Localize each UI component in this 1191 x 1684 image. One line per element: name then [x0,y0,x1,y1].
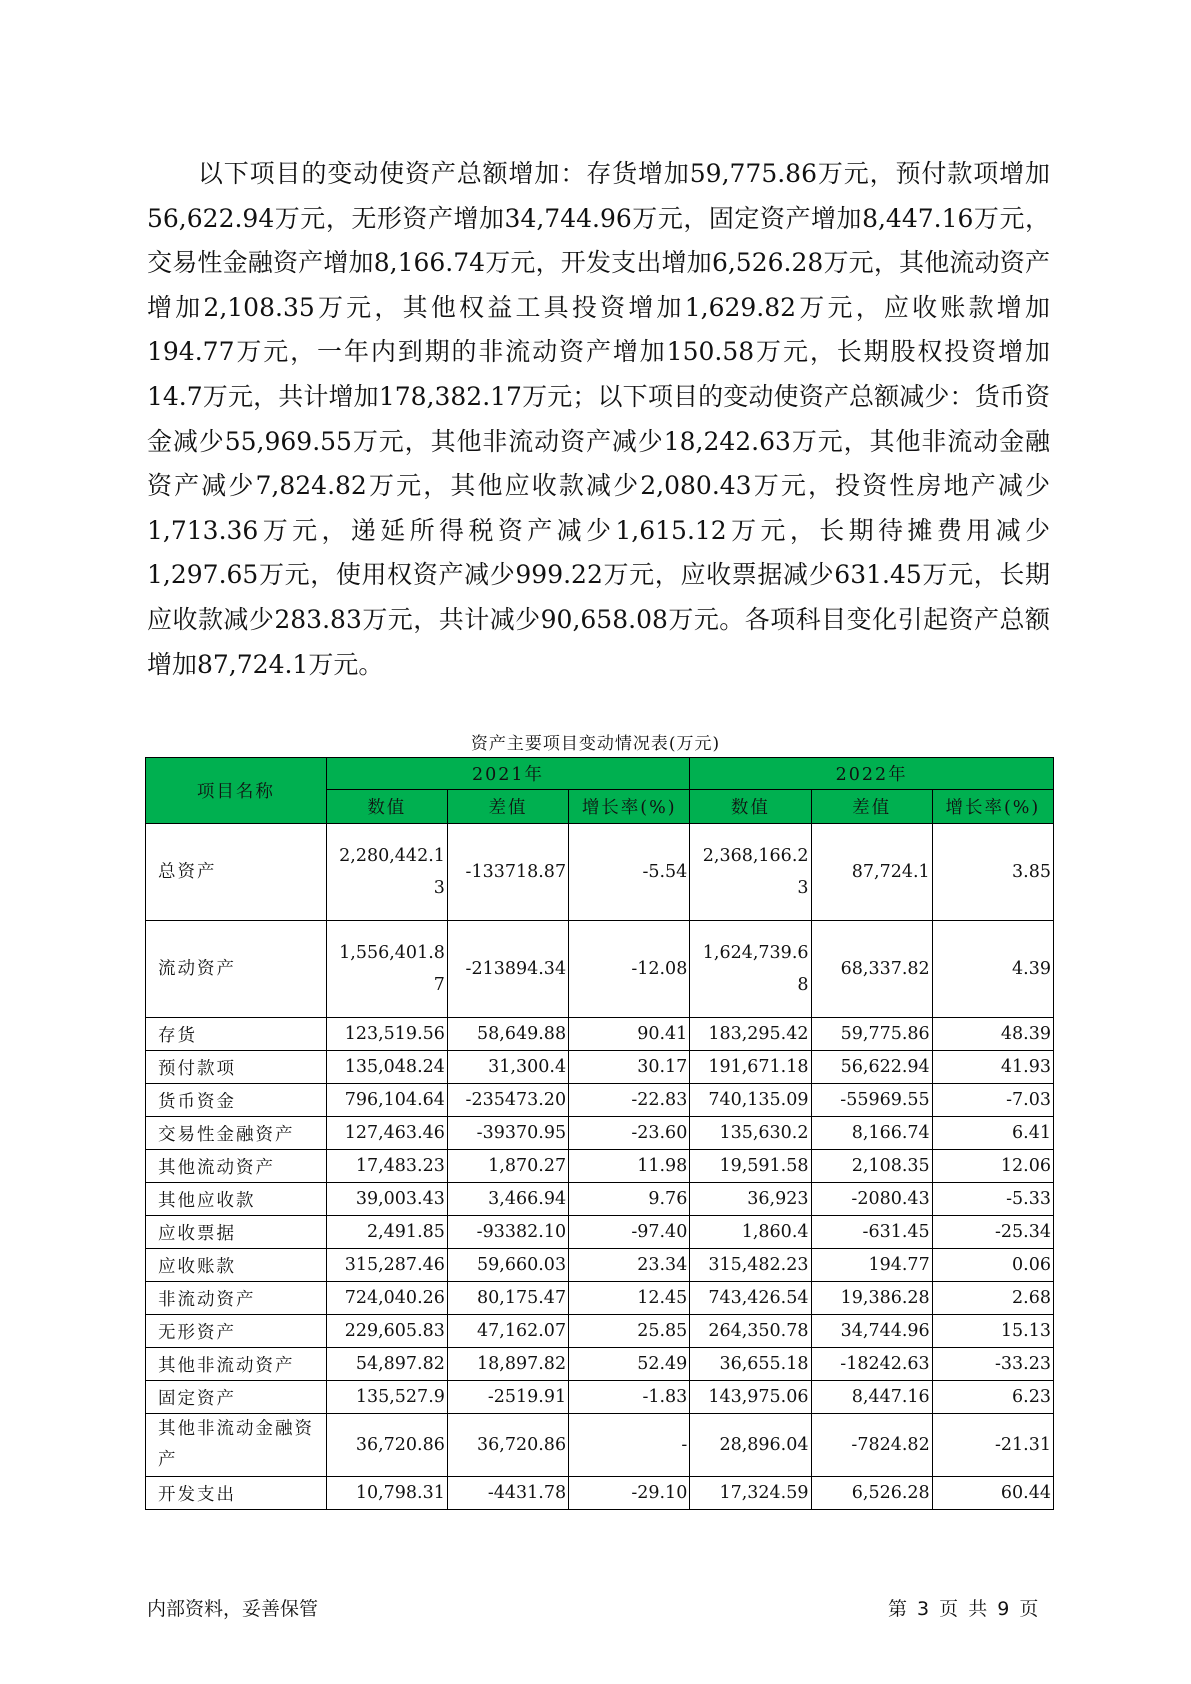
cell-g2022: -33.23 [932,1348,1053,1381]
cell-d2022: 56,622.94 [811,1051,932,1084]
cell-v2021: 10,798.31 [326,1477,447,1510]
cell-d2021: -213894.34 [447,921,568,1018]
row-item-name: 固定资产 [146,1381,327,1414]
table-row [146,1249,1054,1282]
cell-g2021: 9.76 [569,1183,690,1216]
table-row [146,1018,1054,1051]
cell-v2022: 28,896.04 [690,1414,811,1477]
cell-g2022: -5.33 [932,1183,1053,1216]
row-item-name: 应收票据 [146,1216,327,1249]
cell-g2022: 41.93 [932,1051,1053,1084]
cell-v2022: 36,923 [690,1183,811,1216]
cell-g2021: 90.41 [569,1018,690,1051]
cell-v2021: 315,287.46 [326,1249,447,1282]
cell-d2021: 47,162.07 [447,1315,568,1348]
cell-v2022: 1,860.4 [690,1216,811,1249]
row-item-name: 流动资产 [146,921,327,1018]
cell-g2022: 15.13 [932,1315,1053,1348]
cell-d2021: 18,897.82 [447,1348,568,1381]
cell-v2022: 315,482.23 [690,1249,811,1282]
cell-v2021: 39,003.43 [326,1183,447,1216]
cell-g2022: 48.39 [932,1018,1053,1051]
body-paragraph [147,152,1050,687]
cell-d2022: 87,724.1 [811,824,932,921]
cell-d2022: 59,775.86 [811,1018,932,1051]
row-item-name: 货币资金 [146,1084,327,1117]
table-row [146,1084,1054,1117]
cell-d2022: 19,386.28 [811,1282,932,1315]
cell-g2021: -12.08 [569,921,690,1018]
cell-d2021: -4431.78 [447,1477,568,1510]
table-row [146,1414,1054,1477]
cell-g2022: 3.85 [932,824,1053,921]
year-2022-header: 2022年 [690,758,1054,790]
row-item-name: 其他非流动资产 [146,1348,327,1381]
table-row [146,1051,1054,1084]
cell-v2022: 743,426.54 [690,1282,811,1315]
cell-v2021: 54,897.82 [326,1348,447,1381]
cell-g2022: 6.23 [932,1381,1053,1414]
table-row [146,1150,1054,1183]
cell-g2022: 4.39 [932,921,1053,1018]
cell-v2021: 2,280,442.13 [326,824,447,921]
cell-v2021: 229,605.83 [326,1315,447,1348]
cell-d2022: 34,744.96 [811,1315,932,1348]
cell-g2022: 12.06 [932,1150,1053,1183]
cell-v2022: 740,135.09 [690,1084,811,1117]
cell-d2022: 2,108.35 [811,1150,932,1183]
cell-v2021: 135,527.9 [326,1381,447,1414]
cell-g2022: -21.31 [932,1414,1053,1477]
cell-g2021: -5.54 [569,824,690,921]
cell-v2022: 17,324.59 [690,1477,811,1510]
cell-g2021: 11.98 [569,1150,690,1183]
cell-v2021: 1,556,401.87 [326,921,447,1018]
cell-d2022: -18242.63 [811,1348,932,1381]
cell-g2022: -25.34 [932,1216,1053,1249]
cell-d2021: 59,660.03 [447,1249,568,1282]
table-row [146,1117,1054,1150]
cell-v2022: 36,655.18 [690,1348,811,1381]
cell-d2021: -133718.87 [447,824,568,921]
cell-d2022: 8,447.16 [811,1381,932,1414]
cell-g2022: 60.44 [932,1477,1053,1510]
table-row [146,1477,1054,1510]
table-row [146,1348,1054,1381]
cell-v2021: 135,048.24 [326,1051,447,1084]
footer-page-number: 第 3 页 共 9 页 [888,1598,1039,1620]
cell-d2022: 68,337.82 [811,921,932,1018]
table-row [146,1216,1054,1249]
table-row [146,921,1054,1018]
cell-v2021: 796,104.64 [326,1084,447,1117]
cell-v2022: 183,295.42 [690,1018,811,1051]
cell-g2022: -7.03 [932,1084,1053,1117]
table-row [146,1183,1054,1216]
row-item-name: 其他非流动金融资产 [146,1414,327,1477]
paragraph-text: 以下项目的变动使资产总额增加：存货增加59,775.86万元，预付款项增加56,622.94万元，无形资产增加34,744.96万元，固定资产增加8,447.16万元，交易性金融资产增加8,166.74万元，开发支出增加6,526.28万元，其他流动资产增加2,108.35万元，其他权益工具投资增加1,629.82万元，应收账款增加194.77万元，一年内到期的非流动资产增加150.58万元，长期股权投资增加14.7万元，共计增加178,382.17万元；以下项目的变动使资产总额减少：货币资金减少55,969.55万元，其他非流动资产减少18,242.63万元，其他非流动金融资产减少7,824.82万元，其他应收款减少2,080.43万元，投资性房地产减少1,713.36万元，递延所得税资产减少1,615.12万元，长期待摊费用减少1,297.65万元，使用权资产减少999.22万元，应收票据减少631.45万元，长期应收款减少283.83万元，共计减少90,658.08万元。各项科目变化引起资产总额增加87,724.1万元。 [147,159,1050,679]
cell-d2022: -55969.55 [811,1084,932,1117]
cell-g2021: -97.40 [569,1216,690,1249]
cell-g2021: - [569,1414,690,1477]
cell-d2021: 3,466.94 [447,1183,568,1216]
sub-header: 数值 [326,790,447,824]
cell-g2022: 6.41 [932,1117,1053,1150]
cell-d2021: -39370.95 [447,1117,568,1150]
row-item-name: 其他应收款 [146,1183,327,1216]
cell-d2021: 58,649.88 [447,1018,568,1051]
cell-v2022: 191,671.18 [690,1051,811,1084]
cell-v2021: 724,040.26 [326,1282,447,1315]
cell-v2021: 36,720.86 [326,1414,447,1477]
table-row [146,1315,1054,1348]
cell-g2021: -1.83 [569,1381,690,1414]
sub-header: 差值 [447,790,568,824]
cell-d2021: 36,720.86 [447,1414,568,1477]
cell-d2021: 31,300.4 [447,1051,568,1084]
row-item-name: 交易性金融资产 [146,1117,327,1150]
cell-d2022: 194.77 [811,1249,932,1282]
table-row [146,1381,1054,1414]
row-item-name: 预付款项 [146,1051,327,1084]
cell-d2021: -235473.20 [447,1084,568,1117]
sub-header: 增长率(%) [932,790,1053,824]
cell-d2022: 8,166.74 [811,1117,932,1150]
cell-v2022: 264,350.78 [690,1315,811,1348]
item-name-header: 项目名称 [146,758,327,824]
cell-g2021: 25.85 [569,1315,690,1348]
row-item-name: 非流动资产 [146,1282,327,1315]
cell-v2022: 19,591.58 [690,1150,811,1183]
cell-g2022: 2.68 [932,1282,1053,1315]
cell-v2021: 2,491.85 [326,1216,447,1249]
footer-confidential-note: 内部资料，妥善保管 [147,1598,319,1620]
cell-g2022: 0.06 [932,1249,1053,1282]
cell-g2021: 52.49 [569,1348,690,1381]
cell-g2021: 12.45 [569,1282,690,1315]
cell-v2022: 143,975.06 [690,1381,811,1414]
row-item-name: 无形资产 [146,1315,327,1348]
row-item-name: 存货 [146,1018,327,1051]
row-item-name: 应收账款 [146,1249,327,1282]
cell-d2021: -93382.10 [447,1216,568,1249]
cell-v2021: 127,463.46 [326,1117,447,1150]
asset-change-table [145,757,1054,1510]
cell-d2022: 6,526.28 [811,1477,932,1510]
cell-d2022: -2080.43 [811,1183,932,1216]
cell-v2022: 2,368,166.23 [690,824,811,921]
sub-header: 数值 [690,790,811,824]
row-item-name: 开发支出 [146,1477,327,1510]
cell-v2021: 17,483.23 [326,1150,447,1183]
row-item-name: 其他流动资产 [146,1150,327,1183]
year-2021-header: 2021年 [326,758,690,790]
sub-header: 差值 [811,790,932,824]
cell-d2021: 1,870.27 [447,1150,568,1183]
cell-d2022: -7824.82 [811,1414,932,1477]
table-row [146,824,1054,921]
sub-header: 增长率(%) [569,790,690,824]
table-caption: 资产主要项目变动情况表(万元) [470,734,721,754]
cell-g2021: -22.83 [569,1084,690,1117]
table-row [146,1282,1054,1315]
cell-g2021: -29.10 [569,1477,690,1510]
cell-d2022: -631.45 [811,1216,932,1249]
cell-g2021: 23.34 [569,1249,690,1282]
cell-v2021: 123,519.56 [326,1018,447,1051]
cell-v2022: 1,624,739.68 [690,921,811,1018]
cell-g2021: 30.17 [569,1051,690,1084]
table-body [146,824,1054,1510]
cell-d2021: -2519.91 [447,1381,568,1414]
cell-d2021: 80,175.47 [447,1282,568,1315]
cell-v2022: 135,630.2 [690,1117,811,1150]
cell-g2021: -23.60 [569,1117,690,1150]
row-item-name: 总资产 [146,824,327,921]
